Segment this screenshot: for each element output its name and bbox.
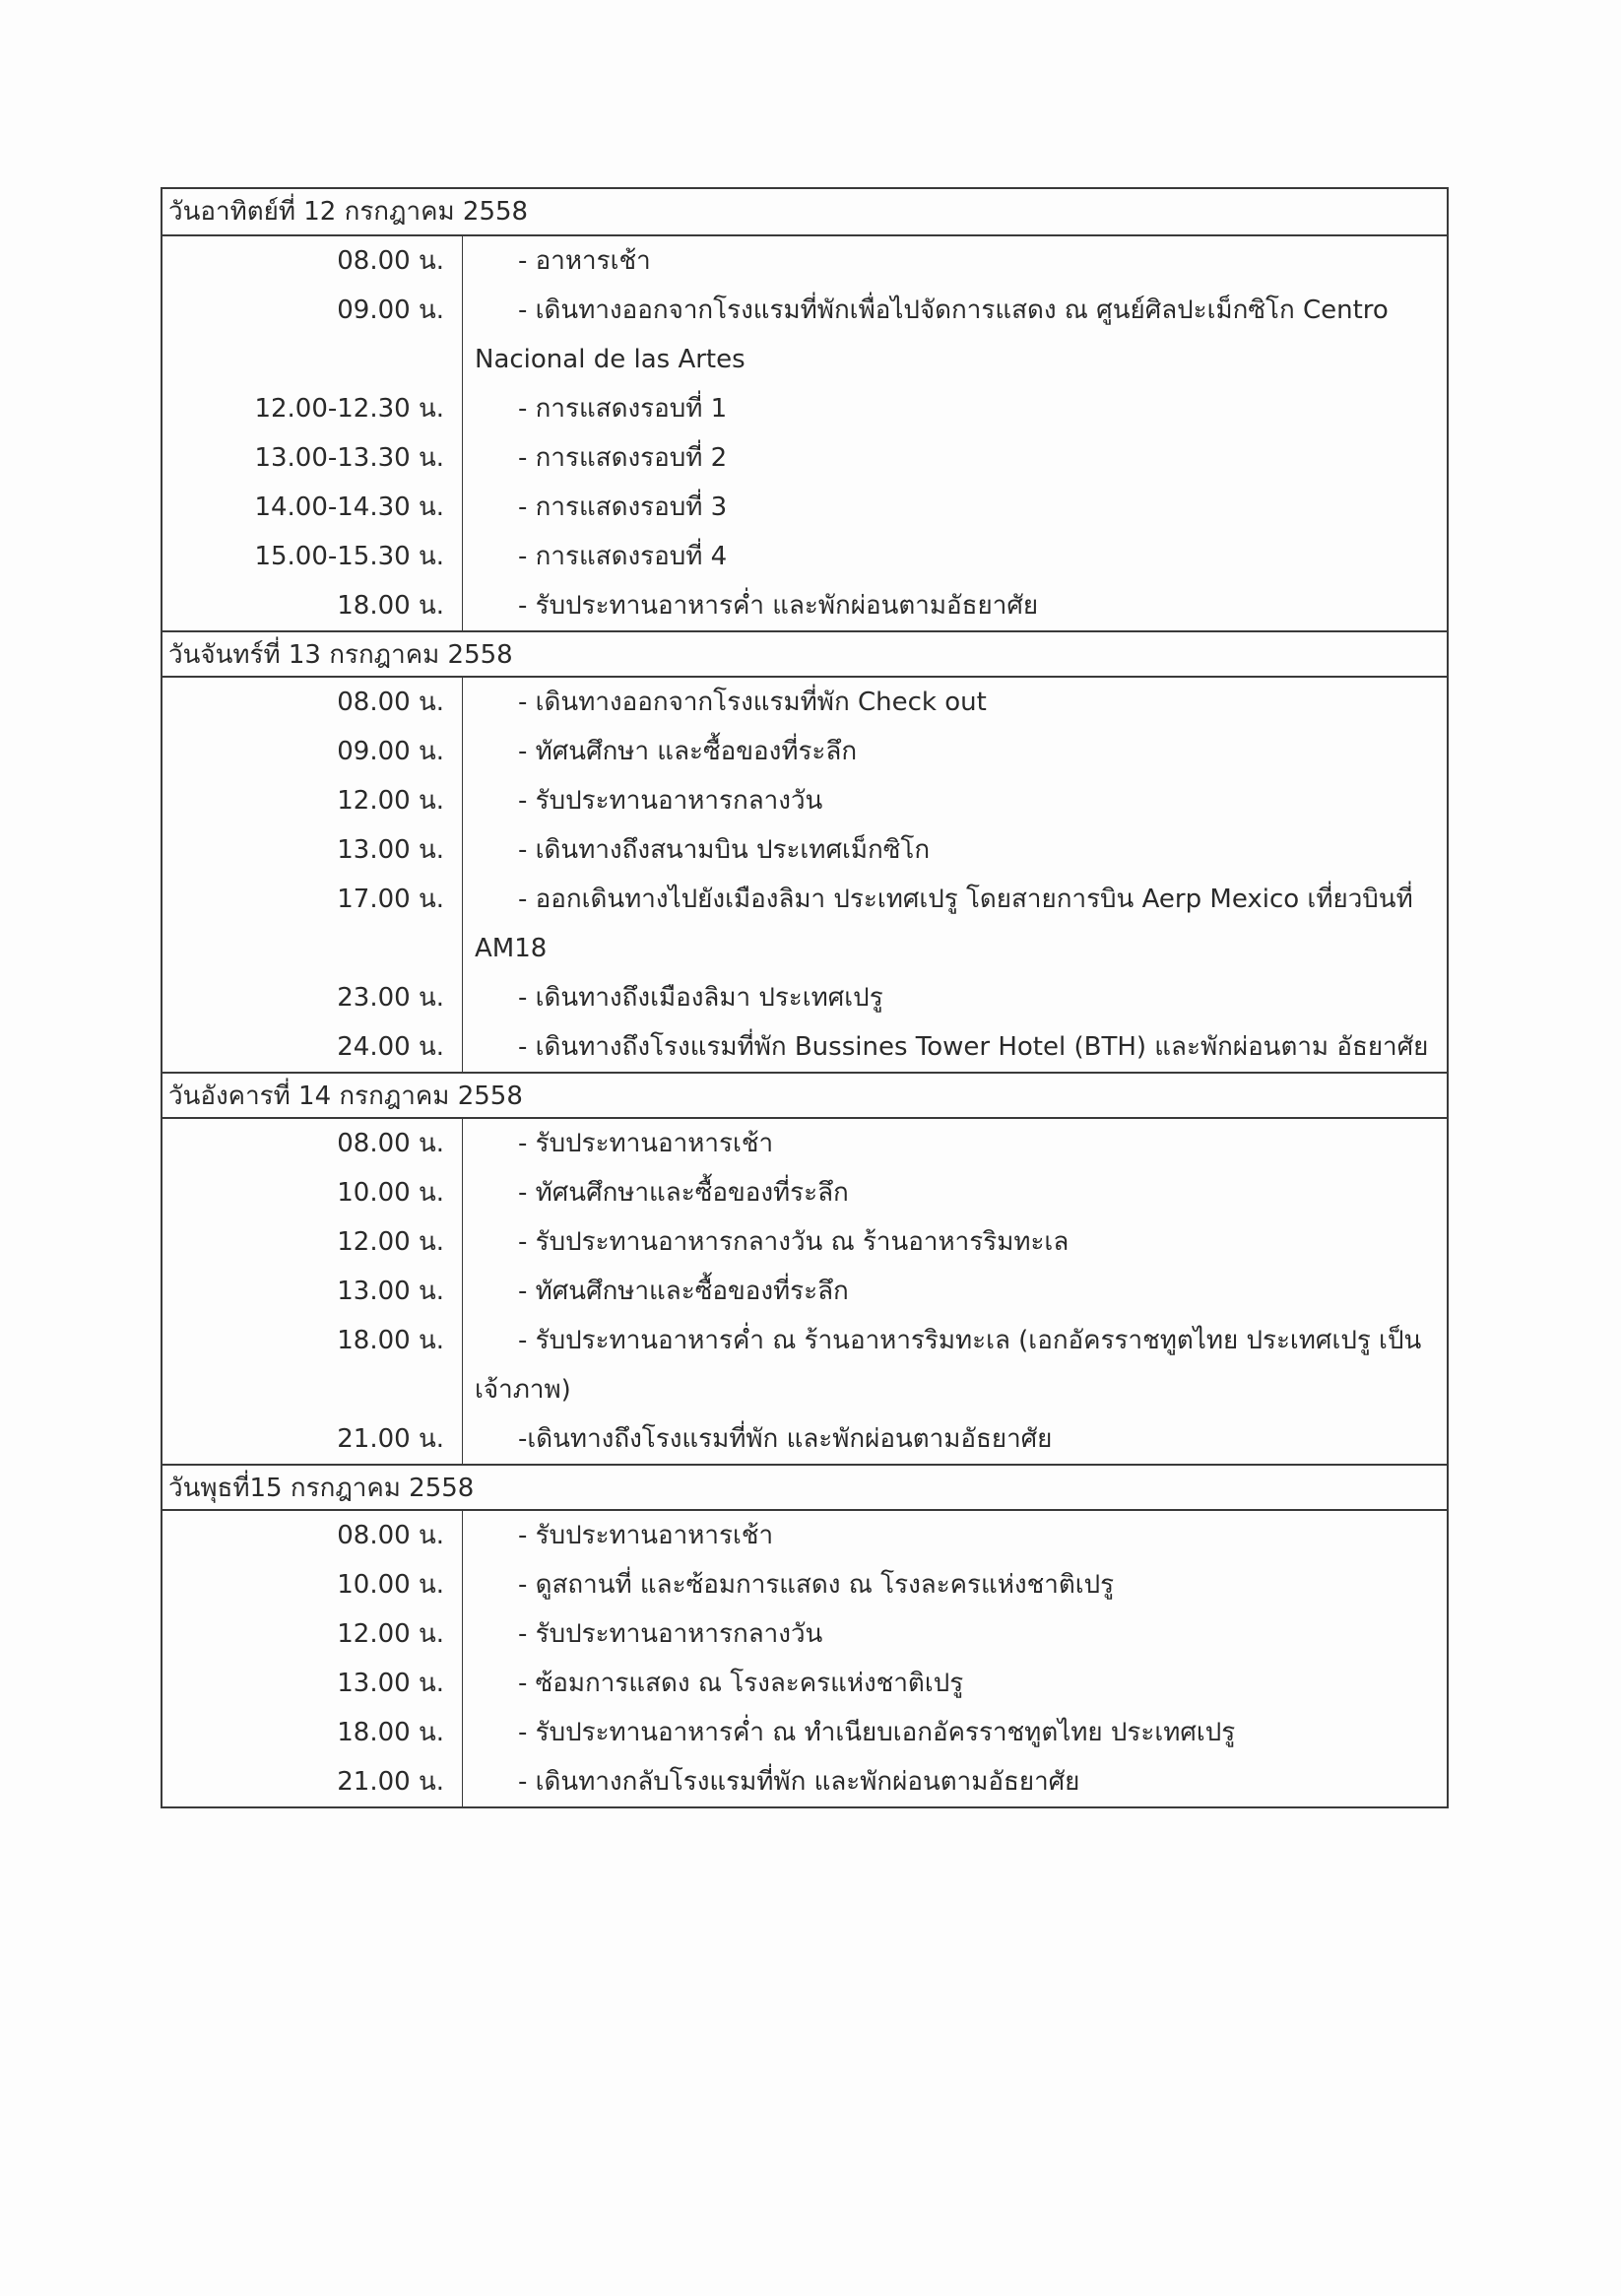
day-header: วันอาทิตย์ที่ 12 กรกฎาคม 2558 (162, 189, 1447, 236)
schedule-row (162, 236, 1447, 286)
schedule-row (162, 532, 1447, 581)
activity-cell: - เดินทางกลับโรงแรมที่พัก และพักผ่อนตามอัธยาศัย (518, 1767, 1080, 1797)
schedule-row (162, 1511, 1447, 1560)
schedule-row (162, 776, 1447, 825)
schedule-row (162, 581, 1447, 630)
time-cell: 10.00 น. (162, 1560, 463, 1609)
time-cell: 18.00 น. (162, 1708, 463, 1757)
time-cell: 08.00 น. (162, 236, 463, 286)
schedule-row (162, 1560, 1447, 1609)
day-block-monday (162, 630, 1447, 1072)
activity-cell: - รับประทานอาหารค่ำ และพักผ่อนตามอัธยาศัย (518, 591, 1039, 621)
schedule-row (162, 973, 1447, 1022)
time-cell: 13.00 น. (162, 1267, 463, 1316)
activity-cell: - รับประทานอาหารกลางวัน ณ ร้านอาหารริมทะเล (518, 1227, 1070, 1257)
day-header: วันอังคารที่ 14 กรกฎาคม 2558 (162, 1072, 1447, 1119)
schedule-row (162, 1316, 1447, 1414)
day-block-tuesday (162, 1072, 1447, 1464)
time-cell: 09.00 น. (162, 727, 463, 776)
schedule-row (162, 1168, 1447, 1217)
activity-cell: - รับประทานอาหารเช้า (518, 1129, 774, 1158)
day-header: วันจันทร์ที่ 13 กรกฎาคม 2558 (162, 630, 1447, 678)
time-cell: 21.00 น. (162, 1757, 463, 1806)
activity-cell: - การแสดงรอบที่ 4 (518, 542, 728, 571)
time-cell: 23.00 น. (162, 973, 463, 1022)
activity-cell: - ซ้อมการแสดง ณ โรงละครแห่งชาติเปรู (518, 1669, 964, 1698)
activity-cell: -เดินทางถึงโรงแรมที่พัก และพักผ่อนตามอัธยาศัย (518, 1424, 1053, 1454)
activity-cell: - การแสดงรอบที่ 1 (518, 394, 728, 424)
schedule-row (162, 286, 1447, 384)
schedule-table (161, 187, 1449, 1808)
time-cell: 12.00 น. (162, 1609, 463, 1659)
day-block-wednesday (162, 1464, 1447, 1806)
time-cell: 13.00 น. (162, 825, 463, 875)
activity-cell: - เดินทางออกจากโรงแรมที่พัก Check out (518, 688, 987, 717)
schedule-row (162, 678, 1447, 727)
time-cell: 12.00 น. (162, 1217, 463, 1267)
schedule-row (162, 1217, 1447, 1267)
schedule-row (162, 1708, 1447, 1757)
schedule-row (162, 1757, 1447, 1806)
time-cell: 13.00-13.30 น. (162, 433, 463, 483)
schedule-row (162, 1022, 1447, 1072)
activity-cell: - การแสดงรอบที่ 3 (518, 492, 728, 522)
schedule-row (162, 875, 1447, 973)
schedule-row (162, 825, 1447, 875)
activity-cell: - อาหารเช้า (518, 246, 651, 276)
activity-cell: - รับประทานอาหารกลางวัน (518, 1619, 823, 1649)
activity-cell: - ออกเดินทางไปยังเมืองลิมา ประเทศเปรู โดยสายการบิน Aerp Mexico เที่ยวบินที่ AM18 (475, 885, 1413, 963)
time-cell: 13.00 น. (162, 1659, 463, 1708)
time-cell: 12.00 น. (162, 776, 463, 825)
time-cell: 21.00 น. (162, 1414, 463, 1464)
time-cell: 08.00 น. (162, 678, 463, 727)
time-cell: 08.00 น. (162, 1511, 463, 1560)
schedule-row (162, 727, 1447, 776)
time-cell: 18.00 น. (162, 1316, 463, 1414)
activity-cell: - เดินทางถึงสนามบิน ประเทศเม็กซิโก (518, 835, 931, 865)
time-cell: 10.00 น. (162, 1168, 463, 1217)
time-cell: 14.00-14.30 น. (162, 483, 463, 532)
schedule-row (162, 1267, 1447, 1316)
time-cell: 08.00 น. (162, 1119, 463, 1168)
schedule-row (162, 1659, 1447, 1708)
day-block-sunday (162, 189, 1447, 630)
schedule-row (162, 483, 1447, 532)
activity-cell: - รับประทานอาหารเช้า (518, 1521, 774, 1550)
activity-cell: - รับประทานอาหารค่ำ ณ ร้านอาหารริมทะเล (เอกอัครราชทูตไทย ประเทศเปรู เป็นเจ้าภาพ) (475, 1326, 1422, 1405)
activity-cell: - ทัศนศึกษา และซื้อของที่ระลึก (518, 737, 858, 766)
day-header: วันพุธที่15 กรกฎาคม 2558 (162, 1464, 1447, 1511)
time-cell: 17.00 น. (162, 875, 463, 973)
time-cell: 12.00-12.30 น. (162, 384, 463, 433)
schedule-row (162, 1119, 1447, 1168)
schedule-row (162, 1414, 1447, 1464)
activity-cell: - เดินทางถึงเมืองลิมา ประเทศเปรู (518, 983, 883, 1013)
activity-cell: - ทัศนศึกษาและซื้อของที่ระลึก (518, 1178, 849, 1208)
activity-cell: - รับประทานอาหารค่ำ ณ ทำเนียบเอกอัครราชทูตไทย ประเทศเปรู (518, 1718, 1236, 1747)
activity-cell: - การแสดงรอบที่ 2 (518, 443, 728, 473)
time-cell: 18.00 น. (162, 581, 463, 630)
activity-cell: - เดินทางออกจากโรงแรมที่พักเพื่อไปจัดการแสดง ณ ศูนย์ศิลปะเม็กซิโก Centro Nacional de las Artes (475, 295, 1389, 374)
schedule-row (162, 1609, 1447, 1659)
activity-cell: - ดูสถานที่ และซ้อมการแสดง ณ โรงละครแห่งชาติเปรู (518, 1570, 1115, 1600)
activity-cell: - รับประทานอาหารกลางวัน (518, 786, 823, 816)
activity-cell: - ทัศนศึกษาและซื้อของที่ระลึก (518, 1277, 849, 1306)
time-cell: 09.00 น. (162, 286, 463, 384)
schedule-row (162, 384, 1447, 433)
time-cell: 24.00 น. (162, 1022, 463, 1072)
time-cell: 15.00-15.30 น. (162, 532, 463, 581)
schedule-row (162, 433, 1447, 483)
activity-cell: - เดินทางถึงโรงแรมที่พัก Bussines Tower Hotel (BTH) และพักผ่อนตาม อัธยาศัย (518, 1032, 1429, 1062)
